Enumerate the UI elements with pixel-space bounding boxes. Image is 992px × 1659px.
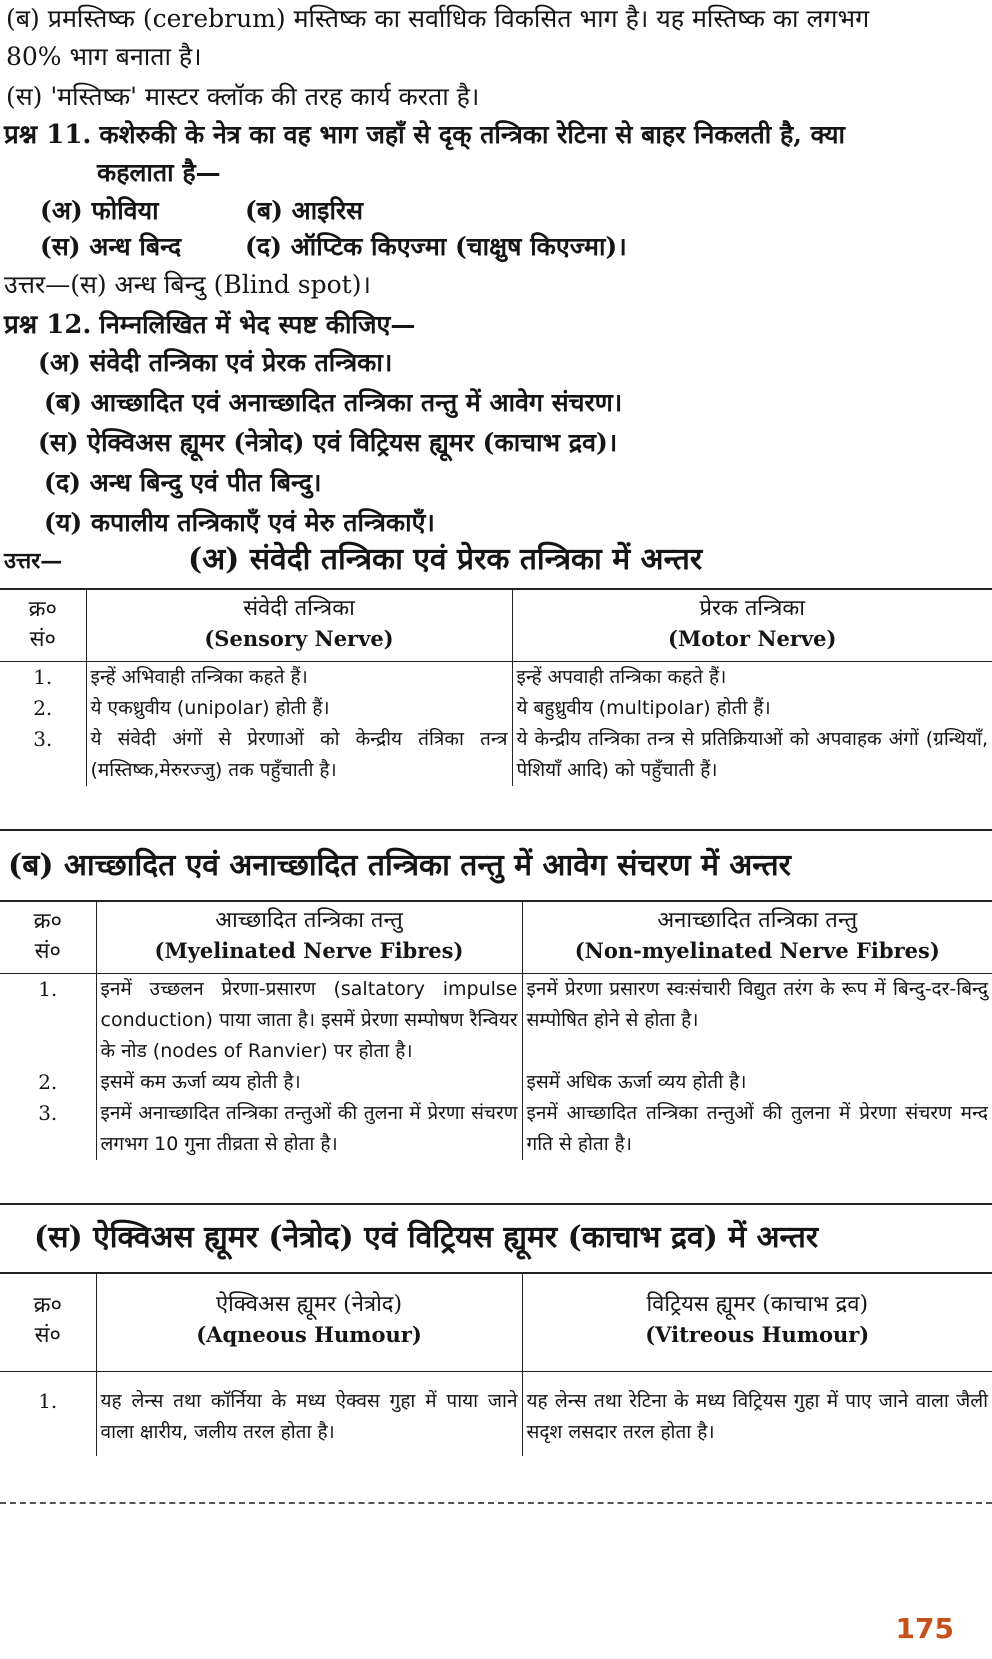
col1-header: संवेदी तन्त्रिका (Sensory Nerve) bbox=[86, 590, 512, 662]
row-number: 2. bbox=[38, 1070, 58, 1094]
row-number: 1. bbox=[38, 1389, 58, 1413]
question-12-item: (स) ऐक्विअस ह्यूमर (नेत्रोद) एवं विट्रियस ह्यूमर (काचाभ द्रव)। bbox=[38, 428, 618, 457]
table-c-title: (स) ऐक्विअस ह्यूमर (नेत्रोद) एवं विट्रियस ह्यूमर (काचाभ द्रव) में अन्तर bbox=[34, 1220, 819, 1255]
sn-header: क्र० सं० bbox=[0, 902, 96, 974]
table-row bbox=[0, 693, 992, 724]
cell: इनमें आच्छादित तन्त्रिका तन्तुओं की तुलना में प्रेरणा संचरण मन्द गति से होता है। bbox=[522, 1098, 992, 1160]
table-row bbox=[0, 1098, 992, 1160]
question-11 bbox=[4, 118, 845, 152]
table-a-bottom-rule bbox=[0, 829, 992, 831]
cell: ये केन्द्रीय तन्त्रिका तन्त्र से प्रतिक्रियाओं को अपवाहक अंगों (ग्रन्थियाँ, पेशियाँ आदि) को पहुँचाती हैं। bbox=[512, 724, 992, 786]
cell: इन्हें अभिवाही तन्त्रिका कहते हैं। bbox=[86, 662, 512, 694]
cell: इसमें कम ऊर्जा व्यय होती है। bbox=[96, 1067, 522, 1098]
col1-header: ऐक्विअस ह्यूमर (नेत्रोद) (Aqneous Humour) bbox=[96, 1274, 522, 1372]
table-b bbox=[0, 902, 992, 1160]
table-row bbox=[0, 1067, 992, 1098]
row-number: 3. bbox=[33, 727, 53, 751]
sn-header: क्र० सं० bbox=[0, 590, 86, 662]
question-11-text-cont: कहलाता है— bbox=[97, 158, 221, 187]
intro-s-line: (स) 'मस्तिष्क' मास्टर क्लॉक की तरह कार्य करता है। bbox=[6, 82, 480, 111]
cell: इनमें उच्छलन प्रेरणा-प्रसारण (saltatory impulse conduction) पाया जाता है। इसमें प्रेरणा सम्पोषण रैन्वियर के नोड (nodes of Ranvier) पर होता है। bbox=[96, 974, 522, 1068]
cell: यह लेन्स तथा कॉर्निया के मध्य ऐक्वस गुहा में पाया जाने वाला क्षारीय, जलीय तरल होता है। bbox=[96, 1372, 522, 1457]
col2-header: प्रेरक तन्त्रिका (Motor Nerve) bbox=[512, 590, 992, 662]
row-number: 1. bbox=[38, 977, 58, 1001]
row-number: 1. bbox=[33, 665, 53, 689]
cell: ये एकध्रुवीय (unipolar) होती हैं। bbox=[86, 693, 512, 724]
question-12-item: (य) कपालीय तन्त्रिकाएँ एवं मेरु तन्त्रिकाएँ। bbox=[44, 508, 435, 537]
col1-header: आच्छादित तन्त्रिका तन्तु (Myelinated Nerve Fibres) bbox=[96, 902, 522, 974]
question-12-item: (ब) आच्छादित एवं अनाच्छादित तन्त्रिका तन्तु में आवेग संचरण। bbox=[44, 388, 623, 417]
question-11-option-d: (द) ऑप्टिक किएज्मा (चाक्षुष किएज्मा)। bbox=[245, 232, 627, 261]
table-a-title: (अ) संवेदी तन्त्रिका एवं प्रेरक तन्त्रिका में अन्तर bbox=[188, 542, 703, 577]
cell: ये संवेदी अंगों से प्रेरणाओं को केन्द्रीय तंत्रिका तन्त्र (मस्तिष्क,मेरुरज्जु) तक पहुँचाती है। bbox=[86, 724, 512, 786]
question-12 bbox=[4, 308, 415, 342]
question-12-label: प्रश्न 12. bbox=[4, 310, 92, 340]
cell: इनमें अनाच्छादित तन्त्रिका तन्तुओं की तुलना में प्रेरणा संचरण लगभग 10 गुना तीव्रता से होता है। bbox=[96, 1098, 522, 1160]
page-number: 175 bbox=[895, 1612, 954, 1645]
question-11-option-b: (ब) आइरिस bbox=[245, 196, 364, 225]
intro-b-line-2: 80% भाग बनाता है। bbox=[6, 42, 202, 71]
question-11-option-c: (स) अन्ध बिन्द bbox=[40, 232, 182, 261]
table-row bbox=[0, 1372, 992, 1457]
cell: इन्हें अपवाही तन्त्रिका कहते हैं। bbox=[512, 662, 992, 694]
table-c bbox=[0, 1274, 992, 1456]
table-a-header-row bbox=[0, 590, 992, 662]
table-a bbox=[0, 590, 992, 786]
sn-header: क्र० सं० bbox=[0, 1274, 96, 1372]
cell: यह लेन्स तथा रेटिना के मध्य विट्रियस गुहा में पाए जाने वाला जैली सदृश लसदार तरल होता है। bbox=[522, 1372, 992, 1457]
col2-header: विट्रियस ह्यूमर (काचाभ द्रव) (Vitreous Humour) bbox=[522, 1274, 992, 1372]
table-c-header-row bbox=[0, 1274, 992, 1372]
table-row bbox=[0, 662, 992, 694]
col2-header: अनाच्छादित तन्त्रिका तन्तु (Non-myelinated Nerve Fibres) bbox=[522, 902, 992, 974]
table-row bbox=[0, 974, 992, 1068]
row-number: 3. bbox=[38, 1101, 58, 1125]
question-11-option-a: (अ) फोविया bbox=[40, 196, 159, 225]
table-row bbox=[0, 724, 992, 786]
question-12-item: (द) अन्ध बिन्दु एवं पीत बिन्दु। bbox=[44, 468, 322, 497]
table-b-header-row bbox=[0, 902, 992, 974]
question-12-item: (अ) संवेदी तन्त्रिका एवं प्रेरक तन्त्रिका। bbox=[38, 348, 393, 377]
question-12-answer-label: उत्तर— bbox=[4, 548, 63, 574]
question-11-label: प्रश्न 11. bbox=[4, 120, 92, 150]
question-12-text: निम्नलिखित में भेद स्पष्ट कीजिए— bbox=[99, 310, 416, 339]
question-11-text: कशेरुकी के नेत्र का वह भाग जहाँ से दृक् तन्त्रिका रेटिना से बाहर निकलती है, क्या bbox=[99, 120, 846, 149]
cell: ये बहुध्रुवीय (multipolar) होती हैं। bbox=[512, 693, 992, 724]
question-11-answer: उत्तर—(स) अन्ध बिन्दु (Blind spot)। bbox=[4, 270, 371, 299]
cell: इनमें प्रेरणा प्रसारण स्वःसंचारी विद्युत तरंग के रूप में बिन्दु-दर-बिन्दु सम्पोषित होने से होता है। bbox=[522, 974, 992, 1068]
table-b-bottom-rule bbox=[0, 1203, 992, 1205]
row-number: 2. bbox=[33, 696, 53, 720]
intro-b-line-1: (ब) प्रमस्तिष्क (cerebrum) मस्तिष्क का सर्वाधिक विकसित भाग है। यह मस्तिष्क का लगभग bbox=[6, 4, 870, 33]
cell: इसमें अधिक ऊर्जा व्यय होती है। bbox=[522, 1067, 992, 1098]
table-c-bottom-rule bbox=[0, 1502, 992, 1504]
table-b-title: (ब) आच्छादित एवं अनाच्छादित तन्त्रिका तन्तु में आवेग संचरण में अन्तर bbox=[8, 848, 791, 883]
